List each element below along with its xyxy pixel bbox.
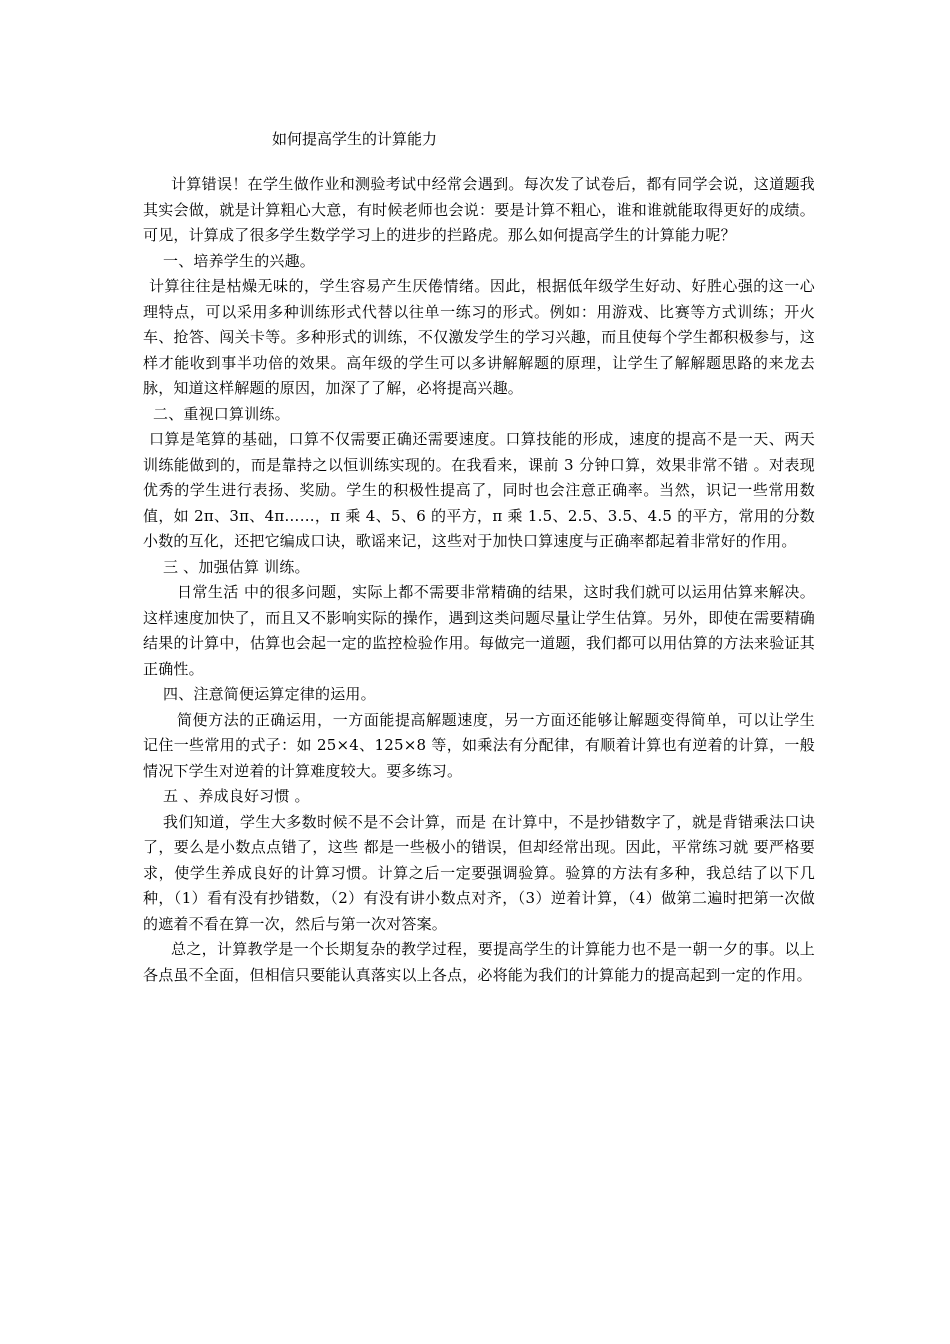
section-heading-5: 五 、养成良好习惯 。 (163, 787, 310, 805)
section-paragraph-5: 我们知道，学生大多数时候不是不会计算，而是 在计算中，不是抄错数字了，就是背错乘法口诀了，要么是小数点点错了，这些 都是一些极小的错误，但却经常出现。因此，平常练习就 要严格要求，使学生养成良好的计算习惯。计算之后一定要强调验算。验算的方法有多种，我总结了以下几种，（1）看有没有抄错数，（2）有没有讲小数点对齐，（3）逆着计算，（4）做第二遍时把第一次做的遮着不看在算一次，然后与第一次对答案。 (143, 812, 815, 933)
section-paragraph-2: 口算是笔算的基础，口算不仅需要正确还需要速度。口算技能的形成，速度的提高不是一天、两天训练能做到的，而是靠持之以恒训练实现的。在我看来，课前 3 分钟口算，效果非常不错 。对表现优秀的学生进行表扬、奖励。学生的积极性提高了，同时也会注意正确率。当然，识记一些常用数值，如 2π、3π、4π……，π 乘 4、5、6 的平方，π 乘 1.5、2.5、3.5、4.5 的平方，常用的分数小数的互化，还把它编成口诀，歌谣来记，这些对于加快口算速度与正确率都起着非常好的作用。 (143, 430, 815, 550)
conclusion-paragraph: 总之，计算教学是一个长期复杂的教学过程，要提高学生的计算能力也不是一朝一夕的事。以上各点虽不全面，但相信只要能认真落实以上各点，必将能为我们的计算能力的提高起到一定的作用。 (143, 940, 815, 984)
section-heading-1: 一、培养学生的兴趣。 (163, 251, 316, 270)
section-heading-3: 三 、加强估算 训练。 (163, 557, 310, 576)
section-paragraph-4: 简便方法的正确运用，一方面能提高解题速度，另一方面还能够让解题变得简单，可以让学生记住一些常用的式子：如 25×4、125×8 等，如乘法有分配律，有顺着计算也有逆着的计算，一般情况下学生对逆着的计算难度较大。要多练习。 (143, 710, 815, 780)
section-heading-4: 四、注意简便运算定律的运用。 (163, 685, 376, 703)
section-paragraph-3: 日常生活 中的很多问题，实际上都不需要非常精确的结果，这时我们就可以运用估算来解决。这样速度加快了，而且又不影响实际的操作，遇到这类问题尽量让学生估算。另外，即使在需要精确结果的计算中，估算也会起一定的监控检验作用。每做完一道题，我们都可以用估算的方法来验证其正确性。 (143, 583, 815, 678)
section-heading-2: 二、重视口算训练。 (153, 404, 290, 423)
section-paragraph-1: 计算往往是枯燥无味的，学生容易产生厌倦情绪。因此，根据低年级学生好动、好胜心强的这一心理特点，可以采用多种训练形式代替以往单一练习的形式。例如：用游戏、比赛等方式训练；开火车、抢答、闯关卡等。多种形式的训练，不仅激发学生的学习兴趣，而且使每个学生都积极参与，这样才能收到事半功倍的效果。高年级的学生可以多讲解解题的原理，让学生了解解题思路的来龙去脉，知道这样解题的原因，加深了了解，必将提高兴趣。 (143, 277, 815, 397)
intro-paragraph: 计算错误！在学生做作业和测验考试中经常会遇到。每次发了试卷后，都有同学会说，这道题我其实会做，就是计算粗心大意，有时候老师也会说：要是计算不粗心，谁和谁就能取得更好的成绩。可见，计算成了很多学生数学学习上的进步的拦路虎。那么如何提高学生的计算能力呢？ (143, 175, 815, 244)
document-title: 如何提高学生的计算能力 (272, 130, 438, 148)
document-body (143, 172, 815, 988)
